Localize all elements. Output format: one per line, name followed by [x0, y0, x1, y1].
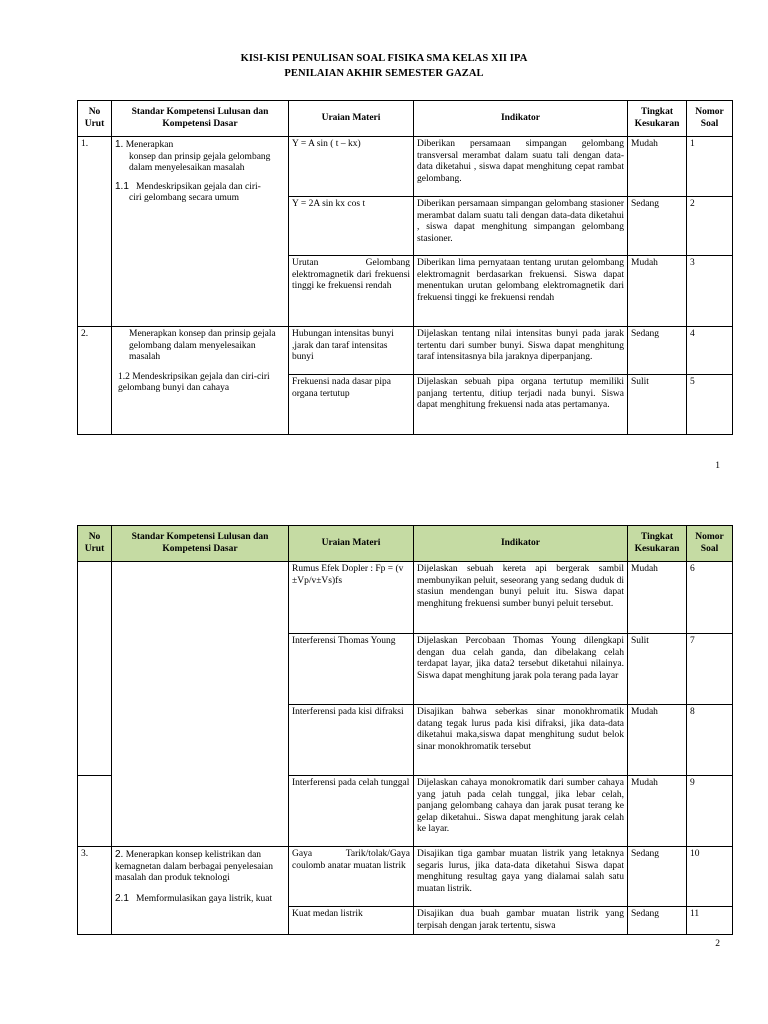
page-2: [0, 500, 768, 1024]
cell-tingkat-kesukaran: Mudah: [628, 705, 687, 776]
cell-tingkat-kesukaran: Mudah: [628, 256, 687, 327]
cell-no-urut: [78, 776, 112, 847]
cell-uraian-materi: Interferensi pada celah tunggal: [289, 776, 414, 847]
cell-nomor-soal: 10: [687, 847, 733, 907]
cell-uraian-materi: Y = A sin ( t – kx): [289, 137, 414, 197]
kisi-kisi-table-page-2: [77, 525, 733, 935]
cell-uraian-materi: Hubungan intensitas bunyi ,jarak dan taraf intensitas bunyi: [289, 327, 414, 375]
cell-nomor-soal: 6: [687, 562, 733, 634]
cell-indikator: Dijelaskan cahaya monokromatik dari sumber cahaya yang jatuh pada celah tunggal, jika lebar celah, panjang gelombang cahaya dan jarak pusat terang ke gelap diketahui.. Siswa dapat menghitung jarak celah ke layar.: [414, 776, 628, 847]
header-standar-kompetensi: Standar Kompetensi Lulusan dan Kompetensi Dasar: [112, 526, 289, 562]
header-uraian-materi: Uraian Materi: [289, 101, 414, 137]
cell-tingkat-kesukaran: Sedang: [628, 327, 687, 375]
cell-nomor-soal: 9: [687, 776, 733, 847]
cell-indikator: Dijelaskan tentang nilai intensitas bunyi pada jarak tertentu dari sumber bunyi. Siswa dapat menghitung taraf intensitasnya bila jaraknya diperpanjang.: [414, 327, 628, 375]
cell-no-urut: 2.: [78, 327, 112, 435]
document-subtitle: PENILAIAN AKHIR SEMESTER GAZAL: [284, 68, 484, 79]
header-no-urut: No Urut: [78, 101, 112, 137]
table-row: [78, 137, 733, 197]
cell-standar-kompetensi: 1. Menerapkan konsep dan prinsip gejala gelombang dalam menyelesaikan masalah 1.1 Mendeskripsikan gejala dan ciri- ciri gelombang secara umum: [112, 137, 289, 327]
header-tingkat-kesukaran: Tingkat Kesukaran: [628, 101, 687, 137]
cell-indikator: Dijelaskan sebuah kereta api bergerak sambil membunyikan peluit, seseorang yang sedang duduk di stasiun mendengan bunyi peluit itu. Siswa dapat menghitung frekuensi sumber bunyi peluit tersebut.: [414, 562, 628, 634]
cell-tingkat-kesukaran: Mudah: [628, 776, 687, 847]
cell-tingkat-kesukaran: Mudah: [628, 562, 687, 634]
cell-indikator: Diberikan persamaan simpangan gelombang transversal merambat dalam suatu tali dengan data-data diketahui , siswa dapat menghitung cepat rambat gelombang.: [414, 137, 628, 197]
cell-nomor-soal: 1: [687, 137, 733, 197]
cell-nomor-soal: 11: [687, 907, 733, 935]
cell-nomor-soal: 3: [687, 256, 733, 327]
cell-no-urut: 1.: [78, 137, 112, 327]
header-nomor-soal: Nomor Soal: [687, 101, 733, 137]
table-row: [78, 562, 733, 634]
cell-uraian-materi: Urutan Gelombang elektromagnetik dari frekuensi tinggi ke frekuensi rendah: [289, 256, 414, 327]
page-number: 2: [715, 939, 720, 949]
cell-nomor-soal: 4: [687, 327, 733, 375]
kisi-kisi-table-page-1: [77, 100, 733, 435]
cell-no-urut: [78, 562, 112, 776]
table-row: [78, 327, 733, 375]
cell-indikator: Dijelaskan Percobaan Thomas Young dilengkapi dengan dua celah ganda, dan dibelakang celah terdapat layar, jika data2 tersebut diketahui nilainya. Siswa dapat menghitung jarak pola terang pada layar: [414, 634, 628, 705]
cell-tingkat-kesukaran: Sedang: [628, 847, 687, 907]
cell-indikator: Diberikan persamaan simpangan gelombang stasioner merambat dalam suatu tali dengan data-data diketahui , siswa dapat menghitung simpangan gelombang stasioner.: [414, 197, 628, 256]
header-indikator: Indikator: [414, 101, 628, 137]
page-number: 1: [715, 461, 720, 471]
cell-tingkat-kesukaran: Sulit: [628, 634, 687, 705]
cell-uraian-materi: Y = 2A sin kx cos t: [289, 197, 414, 256]
cell-tingkat-kesukaran: Sedang: [628, 907, 687, 935]
cell-standar-kompetensi: [112, 562, 289, 847]
cell-nomor-soal: 7: [687, 634, 733, 705]
table-row: [78, 847, 733, 907]
cell-tingkat-kesukaran: Mudah: [628, 137, 687, 197]
cell-nomor-soal: 2: [687, 197, 733, 256]
cell-uraian-materi: Rumus Efek Dopler : Fp = (v ±Vp/v±Vs)fs: [289, 562, 414, 634]
header-tingkat-kesukaran: Tingkat Kesukaran: [628, 526, 687, 562]
cell-tingkat-kesukaran: Sedang: [628, 197, 687, 256]
header-no-urut: No Urut: [78, 526, 112, 562]
cell-standar-kompetensi: 2. Menerapkan konsep kelistrikan dan kemagnetan dalam berbagai penyelesaian masalah dan produk teknologi 2.1 Memformulasikan gaya listrik, kuat: [112, 847, 289, 935]
cell-indikator: Disajikan tiga gambar muatan listrik yang letaknya segaris lurus, jika data-data diketahui Siswa dapat menghitung resultag gaya yang dialamai salah satu muatan listrik.: [414, 847, 628, 907]
cell-no-urut: 3.: [78, 847, 112, 935]
cell-uraian-materi: Gaya Tarik/tolak/Gaya coulomb anatar muatan listrik: [289, 847, 414, 907]
cell-indikator: Dijelaskan sebuah pipa organa tertutup memiliki panjang tertentu, ditiup terjadi nada bunyi. Siswa dapat menghitung frekuensi nada atas pertamanya.: [414, 375, 628, 435]
header-nomor-soal: Nomor Soal: [687, 526, 733, 562]
cell-indikator: Disajikan dua buah gambar muatan listrik yang terpisah dengan jarak tertentu, siswa: [414, 907, 628, 935]
cell-nomor-soal: 5: [687, 375, 733, 435]
cell-standar-kompetensi: Menerapkan konsep dan prinsip gejala gelombang dalam menyelesaikan masalah 1.2 Mendeskripsikan gejala dan ciri-ciri gelombang bunyi dan cahaya: [112, 327, 289, 435]
page-1: [0, 0, 768, 500]
document-title: KISI-KISI PENULISAN SOAL FISIKA SMA KELAS XII IPA: [240, 53, 528, 64]
cell-nomor-soal: 8: [687, 705, 733, 776]
cell-tingkat-kesukaran: Sulit: [628, 375, 687, 435]
header-indikator: Indikator: [414, 526, 628, 562]
table-header-row: [78, 526, 733, 562]
cell-uraian-materi: Interferensi pada kisi difraksi: [289, 705, 414, 776]
cell-uraian-materi: Frekuensi nada dasar pipa organa tertutup: [289, 375, 414, 435]
header-uraian-materi: Uraian Materi: [289, 526, 414, 562]
header-standar-kompetensi: Standar Kompetensi Lulusan dan Kompetensi Dasar: [112, 101, 289, 137]
cell-uraian-materi: Interferensi Thomas Young: [289, 634, 414, 705]
cell-indikator: Diberikan lima pernyataan tentang urutan gelombang elektromagnit berdasarkan frekuensi. Siswa dapat menentukan urutan gelombang elektromagnetik dari frekuensi tinggi ke frekuensi rendah: [414, 256, 628, 327]
cell-indikator: Disajikan bahwa seberkas sinar monokhromatik datang tegak lurus pada kisi difraksi, jika data-data diketahui maka,siswa dapat menghitung sudut belok sinar monokhromatik tersebut: [414, 705, 628, 776]
table-header-row: [78, 101, 733, 137]
cell-uraian-materi: Kuat medan listrik: [289, 907, 414, 935]
